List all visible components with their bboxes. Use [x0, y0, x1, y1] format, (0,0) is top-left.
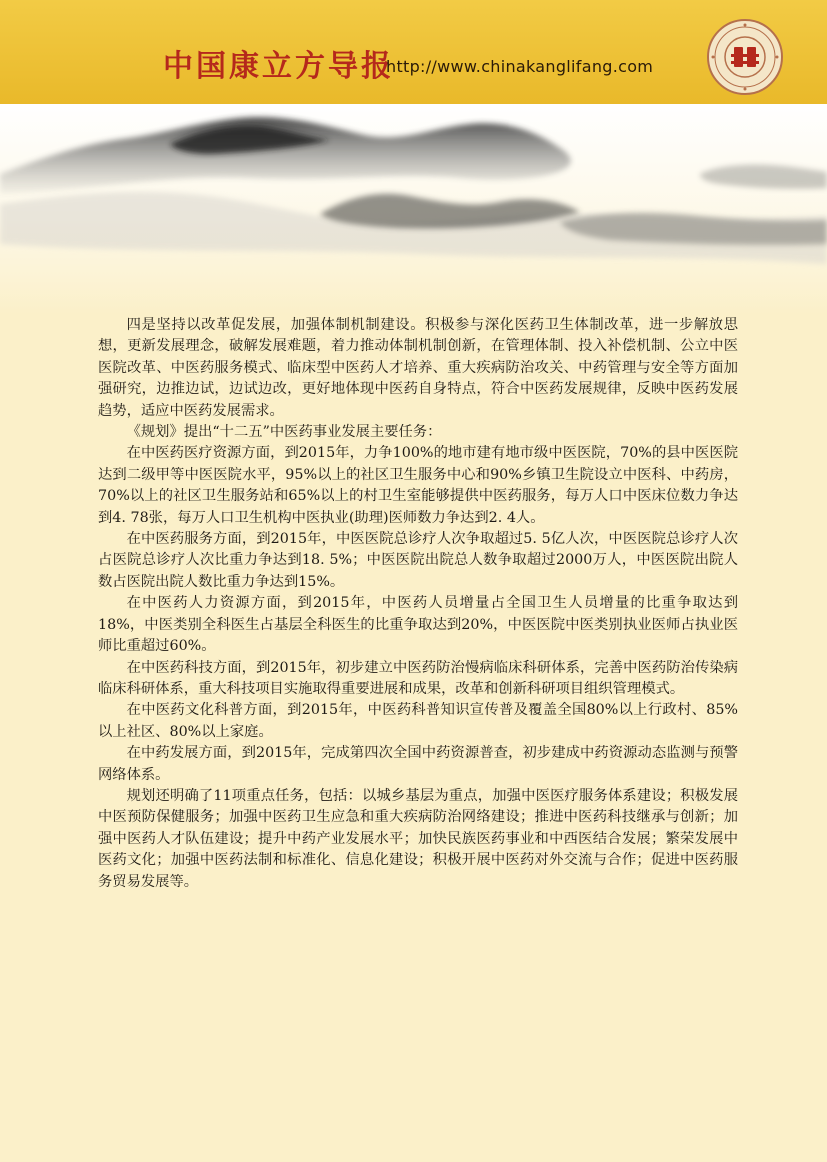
paragraph: 在中医药文化科普方面，到2015年，中医药科普知识宣传普及覆盖全国80%以上行政村、85%以上社区、80%以上家庭。 — [98, 702, 738, 740]
mountain-mist-illustration — [0, 104, 827, 314]
paragraph: 四是坚持以改革促发展，加强体制机制建设。积极参与深化医药卫生体制改革，进一步解放思想，更新发展理念，破解发展难题，着力推动体制机制创新，在管理体制、投入补偿机制、公立中医医院改革、中医药服务模式、临床型中医药人才培养、重大疾病防治攻关、中药管理与安全等方面加强研究，边推边试，边试边改，更好地体现中医药自身特点，符合中医药发展规律，反映中医药发展趋势，适应中医药发展需求。 — [98, 317, 738, 419]
paragraph: 《规划》提出“十二五”中医药事业发展主要任务： — [126, 424, 442, 441]
site-url: http://www.chinakanglifang.com — [386, 57, 654, 76]
paragraph: 在中医药人力资源方面，到2015年，中医药人员增量占全国卫生人员增量的比重争取达到18%，中医类别全科医生占基层全科医生的比重争取达到20%，中医医院中医类别执业医师占执业医师比重超过60%。 — [98, 595, 738, 655]
paragraph: 规划还明确了11项重点任务，包括：以城乡基层为重点，加强中医医疗服务体系建设；积极发展中医预防保健服务；加强中医药卫生应急和重大疾病防治网络建设；推进中医药科技继承与创新；加强中医药人才队伍建设；提升中药产业发展水平；加快民族医药事业和中西医结合发展；繁荣发展中医药文化；加强中医药法制和标准化、信息化建设；积极开展中医药对外交流与合作；促进中医药服务贸易发展等。 — [98, 787, 738, 890]
paragraph: 在中医药科技方面，到2015年，初步建立中医药防治慢病临床科研体系，完善中医药防治传染病临床科研体系，重大科技项目实施取得重要进展和成果，改革和创新科研项目组织管理模式。 — [98, 659, 738, 697]
paragraph: 在中药发展方面，到2015年，完成第四次全国中药资源普查，初步建成中药资源动态监测与预警网络体系。 — [98, 745, 738, 783]
seal-logo-icon — [706, 18, 784, 96]
paragraph: 在中医药医疗资源方面，到2015年，力争100%的地市建有地市级中医医院，70%的县中医医院达到二级甲等中医医院水平，95%以上的社区卫生服务中心和90%乡镇卫生院设立中医科、中药房，70%以上的社区卫生服务站和65%以上的村卫生室能够提供中医药服务，每万人口中医床位数力争达到4. 78张，每万人口卫生机构中医执业(助理)医师数力争达到2. 4人。 — [98, 445, 738, 526]
paragraph: 在中医药服务方面，到2015年，中医医院总诊疗人次争取超过5. 5亿人次，中医医院总诊疗人次占医院总诊疗人次比重力争达到18. 5%；中医医院出院总人数争取超过2000万人，中医医院出院人数占医院出院人数比重力争达到15%。 — [98, 531, 738, 590]
article-body — [98, 315, 738, 893]
header-band — [0, 0, 827, 104]
masthead-title: 中国康立方导报 — [163, 49, 394, 84]
